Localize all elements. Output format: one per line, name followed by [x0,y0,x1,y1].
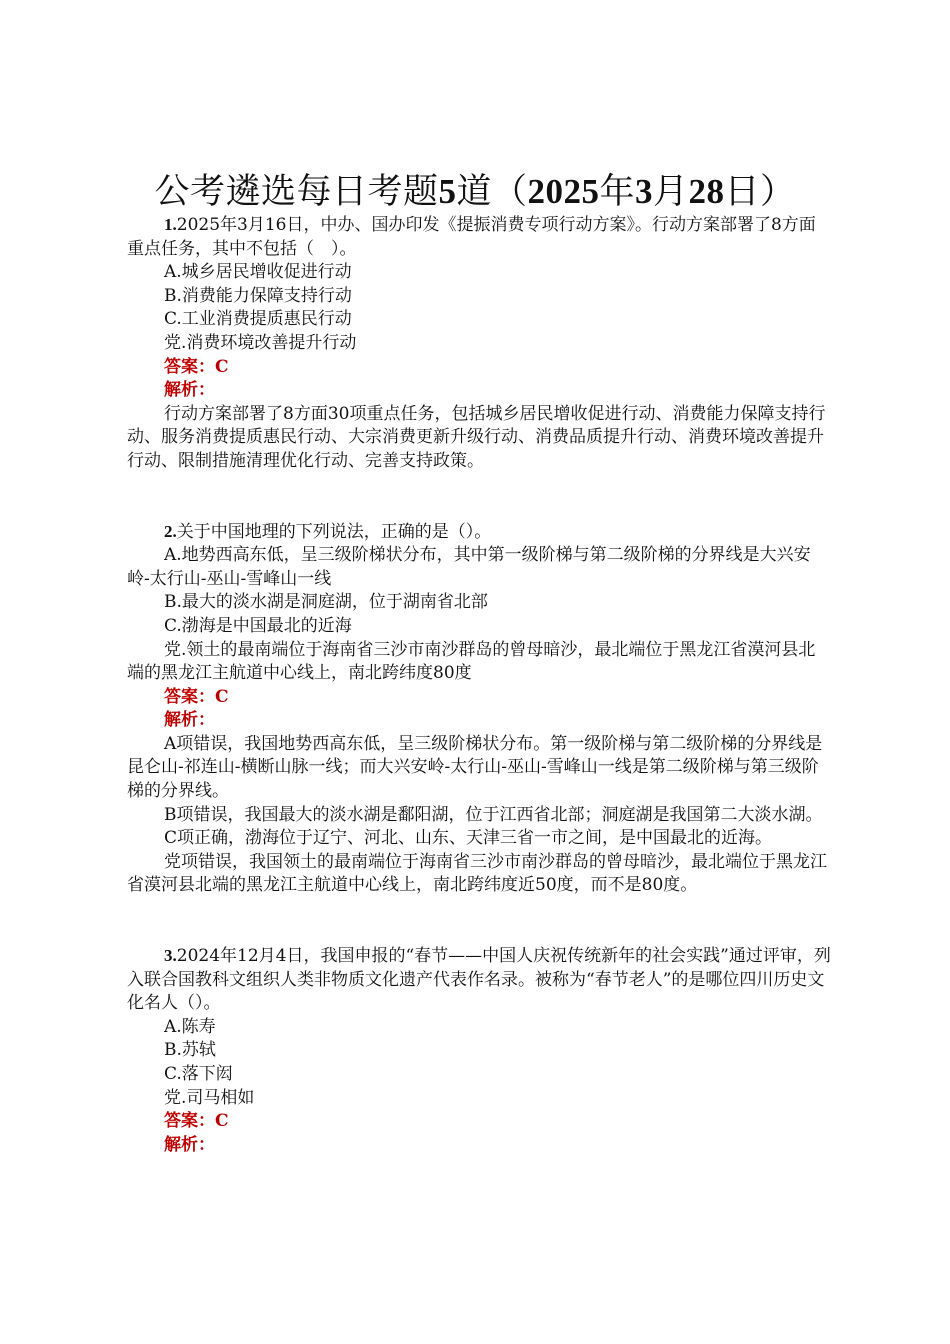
title-month: 3 [635,172,653,211]
spacer [127,898,832,921]
title-month-unit: 月 [653,172,689,212]
page-title [0,172,950,212]
question-3 [127,944,832,1157]
option-a: A.陈寿 [164,1016,216,1037]
option-b: B.消费能力保障支持行动 [164,285,352,306]
option-c: C.落下闳 [164,1064,233,1084]
analysis-paragraph: 党项错误，我国领土的最南端位于海南省三沙市南沙群岛的曾母暗沙，最北端位于黑龙江省漠河县北端的黑龙江主航道中心线上，南北跨纬度近50度，而不是80度。 [127,851,827,896]
option-b: B.最大的淡水湖是洞庭湖，位于湖南省北部 [164,592,488,613]
question-text: 2024年12月4日，我国申报的“春节——中国人庆祝传统新年的社会实践”通过评审，列入联合国教科文组织人类非物质文化遗产代表作名录。被称为“春节老人”的是哪位四川历史文化名人（）。 [127,946,831,1014]
question-2 [127,520,832,899]
option-a: A.地势西高东低，呈三级阶梯状分布，其中第一级阶梯与第二级阶梯的分界线是大兴安岭-太行山-巫山-雪峰山一线 [127,545,811,589]
analysis-paragraph: B项错误，我国最大的淡水湖是鄱阳湖，位于江西省北部；洞庭湖是我国第二大淡水湖。 [164,804,823,825]
option-a: A.城乡居民增收促进行动 [164,262,352,283]
question-1 [127,213,832,474]
analysis-label: 解析： [164,1134,215,1155]
answer-line: 答案：C [164,686,229,707]
analysis-paragraph: A项错误，我国地势西高东低，呈三级阶梯状分布。第一级阶梯与第二级阶梯的分界线是昆仑山-祁连山-横断山脉一线；而大兴安岭-太行山-巫山-雪峰山一线是第二级阶梯与第三级阶梯的分界线。 [127,733,823,802]
analysis-paragraph: 行动方案部署了8方面30项重点任务，包括城乡居民增收促进行动、消费能力保障支持行动、服务消费提质惠民行动、大宗消费更新升级行动、消费品质提升行动、消费环境改善提升行动、限制措施清理优化行动、完善支持政策。 [127,403,826,471]
question-stem [127,520,832,545]
analysis-label: 解析： [164,380,215,401]
option-d: 党.司马相如 [164,1087,255,1108]
option-c: C.工业消费提质惠民行动 [164,309,352,330]
title-count: 5 [438,172,457,211]
question-stem [127,213,832,261]
question-list [127,213,832,1157]
option-d: 党.消费环境改善提升行动 [164,332,357,353]
spacer [127,497,832,520]
analysis-paragraph: C项正确，渤海位于辽宁、河北、山东、天津三省一市之间，是中国最北的近海。 [164,828,773,849]
option-d: 党.领土的最南端位于海南省三沙市南沙群岛的曾母暗沙，最北端位于黑龙江省漠河县北端的黑龙江主航道中心线上，南北跨纬度80度 [127,639,816,684]
question-number: 2. [164,521,177,541]
question-stem [127,944,832,1016]
title-day: 28 [688,172,725,211]
spacer [127,921,832,944]
option-c: C.渤海是中国最北的近海 [164,615,352,636]
title-text: 公考遴选每日考题 [154,172,439,212]
spacer [127,474,832,497]
answer-line: 答案：C [164,1111,229,1132]
analysis-label: 解析： [164,710,215,731]
title-unit: 道（ [456,172,528,212]
title-year-unit: 年 [599,172,635,212]
title-year: 2025 [527,172,600,211]
option-b: B.苏轼 [164,1040,216,1061]
question-text: 关于中国地理的下列说法，正确的是（）。 [176,521,492,542]
question-text: 2025年3月16日，中办、国办印发《提振消费专项行动方案》。行动方案部署了8方面重点任务，其中不包括（ ）。 [127,215,816,259]
title-day-unit: 日） [724,172,796,212]
question-number: 3. [164,946,177,966]
answer-line: 答案：C [164,356,229,377]
question-number: 1. [164,215,177,234]
